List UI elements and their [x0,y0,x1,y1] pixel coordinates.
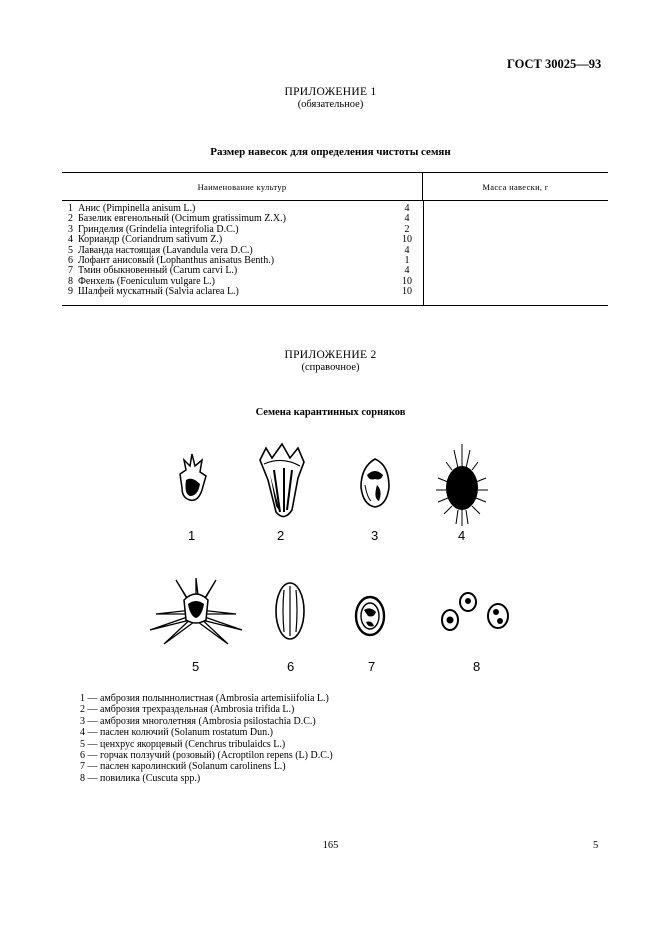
legend-item: 7 — паслен каролинский (Solanum carolinens L.) [80,761,286,773]
seed-sample-table [62,172,608,306]
culture-name: Гринделия (Grindelia integrifolia D.C.) [78,223,239,235]
legend-item: 5 — ценхрус якорцевый (Cenchrus tribulaidcs L.) [80,738,286,750]
seed-1-ambrosia-artemisiifolia-illustration [172,450,212,510]
row-number: 8 [68,275,73,287]
figure-label-5: 5 [192,659,200,674]
appendix-2-title: ПРИЛОЖЕНИЕ 2 [284,349,377,361]
sample-mass: 10 [402,275,412,287]
seed-4-solanum-rostatum-illustration [432,438,492,528]
row-number: 6 [68,254,73,266]
table-row [68,235,608,245]
row-number: 5 [68,244,73,256]
row-number: 1 [68,203,73,214]
culture-name: Тмин обыкновенный (Carum carvi L.) [78,265,238,277]
sample-mass: 4 [404,203,410,214]
figure-label-1: 1 [188,528,196,543]
sample-mass: 2 [404,223,410,235]
appendix-1-title: ПРИЛОЖЕНИЕ 1 [284,86,377,98]
row-number: 3 [68,223,73,235]
legend-item: 8 — повилика (Cuscuta spp.) [80,772,201,784]
column-header-mass: Масса навески, г [423,173,608,201]
sample-mass: 4 [404,265,410,277]
figure-title: Семена карантинных сорняков [255,407,406,418]
legend-item: 4 — паслен колючий (Solanum rostatum Dun.) [80,727,273,739]
column-header-culture: Наименование культур [62,173,423,201]
sample-mass: 1 [404,254,410,266]
seed-6-acroptilon-repens-illustration [272,580,308,642]
row-number: 4 [68,234,73,246]
seed-3-ambrosia-psilostachia-illustration [355,455,395,511]
table-body [68,204,608,298]
row-number: 9 [68,286,73,298]
table-title: Размер навесок для определения чистоты семян [210,146,451,158]
figure-label-6: 6 [287,659,295,674]
sample-mass: 10 [402,286,412,298]
culture-name: Анис (Pimpinella anisum L.) [78,203,196,214]
legend-item: 1 — амброзия полыннолистная (Ambrosia artemisiifolia L.) [80,693,329,704]
legend-item: 2 — амброзия трехраздельная (Ambrosia trifida L.) [80,704,295,716]
culture-name: Базелик евгенольный (Ocimum gratissimum Z.X.) [78,213,286,225]
legend-item: 3 — амброзия многолетняя (Ambrosia psilostachia D.C.) [80,715,316,727]
figure-label-2: 2 [277,528,285,543]
row-number: 7 [68,265,73,277]
sample-mass: 10 [402,234,412,246]
culture-name: Лаванда настоящая (Lavandula vera D.C.) [78,244,253,256]
culture-name: Шалфей мускатный (Salvia aclarea L.) [78,286,239,298]
page-number: 165 [322,840,339,851]
figure-label-3: 3 [371,528,379,543]
figure-label-7: 7 [368,659,376,674]
legend-item: 6 — горчак ползучий (розовый) (Acroptilon repens (L) D.C.) [80,749,333,761]
culture-name: Фенхель (Foeniculum vulgare L.) [78,275,215,287]
document-code: ГОСТ 30025—93 [507,57,602,71]
sample-mass: 4 [404,213,410,225]
appendix-1-note: (обязательное) [297,99,364,110]
appendix-2-note: (справочное) [301,362,360,373]
sample-mass: 4 [404,244,410,256]
seed-2-ambrosia-trifida-illustration [254,440,310,524]
figure-legend [80,693,333,784]
culture-name: Кориандр (Coriandrum sativum Z.) [78,234,223,246]
row-number: 2 [68,213,73,225]
sheet-number: 5 [593,840,599,851]
seed-8-cuscuta-illustration [436,588,520,638]
seed-5-cenchrus-tribulaides-illustration [146,574,246,650]
culture-name: Лофант анисовый (Lophanthus anisatus Benth.) [78,254,275,266]
table-row [68,287,608,297]
figure-label-8: 8 [473,659,481,674]
seed-7-solanum-carolinens-illustration [352,594,388,638]
figure-label-4: 4 [458,528,466,543]
